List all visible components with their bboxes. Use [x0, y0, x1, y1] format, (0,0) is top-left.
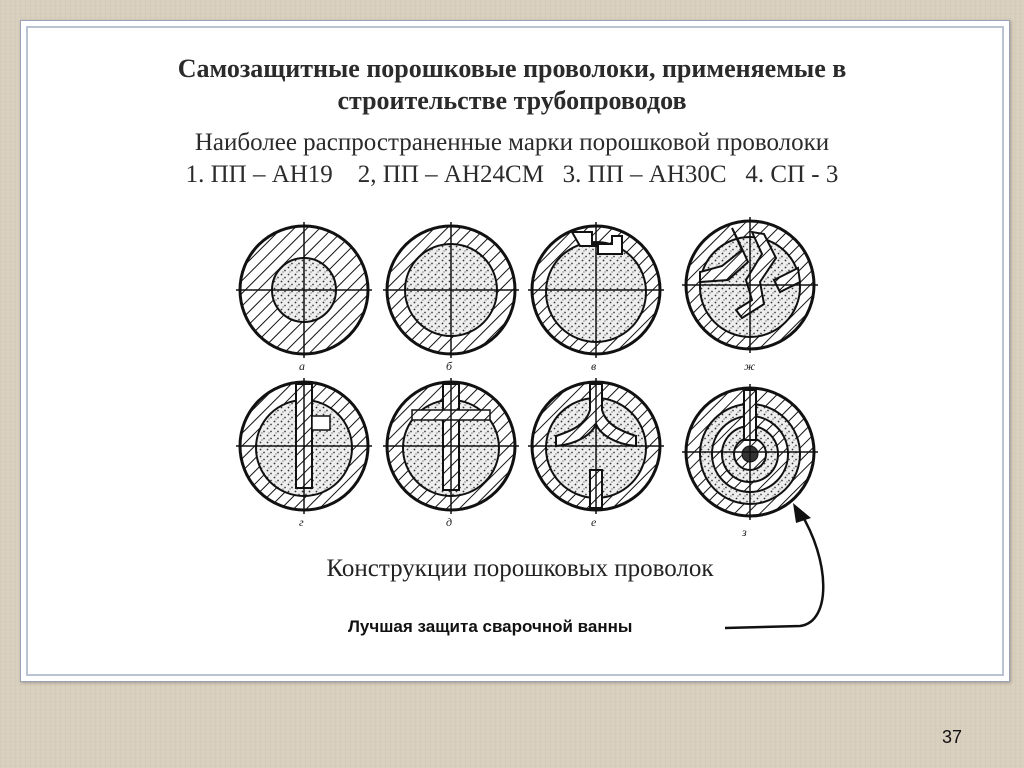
slide-title-line-2: строительстве трубопроводов [337, 86, 687, 115]
cross-section-b [383, 222, 519, 358]
cross-section-d [383, 378, 519, 514]
cross-section-a [236, 222, 372, 358]
section-label-zh: ж [744, 359, 756, 373]
page-number: 37 [941, 727, 962, 747]
subtitle-line-1: Наиболее распространенные марки порошковой проволоки [194, 129, 830, 156]
wire-grades-list: 1. ПП – АН19 2, ПП – АН24СМ 3. ПП – АН30С 4. СП - 3 [185, 161, 839, 188]
cross-section-v [528, 222, 664, 358]
best-protection-annotation: Лучшая защита сварочной ванны [348, 617, 633, 636]
section-label-d: д [446, 515, 453, 529]
section-label-z: з [742, 525, 747, 539]
section-label-g: г [299, 515, 304, 529]
cross-section-g [236, 378, 372, 514]
diagram-caption: Конструкции порошковых проволок [326, 555, 714, 582]
cross-section-zh [682, 217, 818, 353]
cross-section-z [682, 384, 818, 520]
section-label-a: а [299, 359, 305, 373]
section-label-e: е [591, 515, 597, 529]
arrow-head [793, 503, 811, 523]
cross-section-e [528, 378, 664, 514]
slide-title-line-1: Самозащитные порошковые проволоки, применяемые в [177, 54, 847, 83]
section-label-b: б [446, 359, 453, 373]
section-label-v: в [591, 359, 597, 373]
